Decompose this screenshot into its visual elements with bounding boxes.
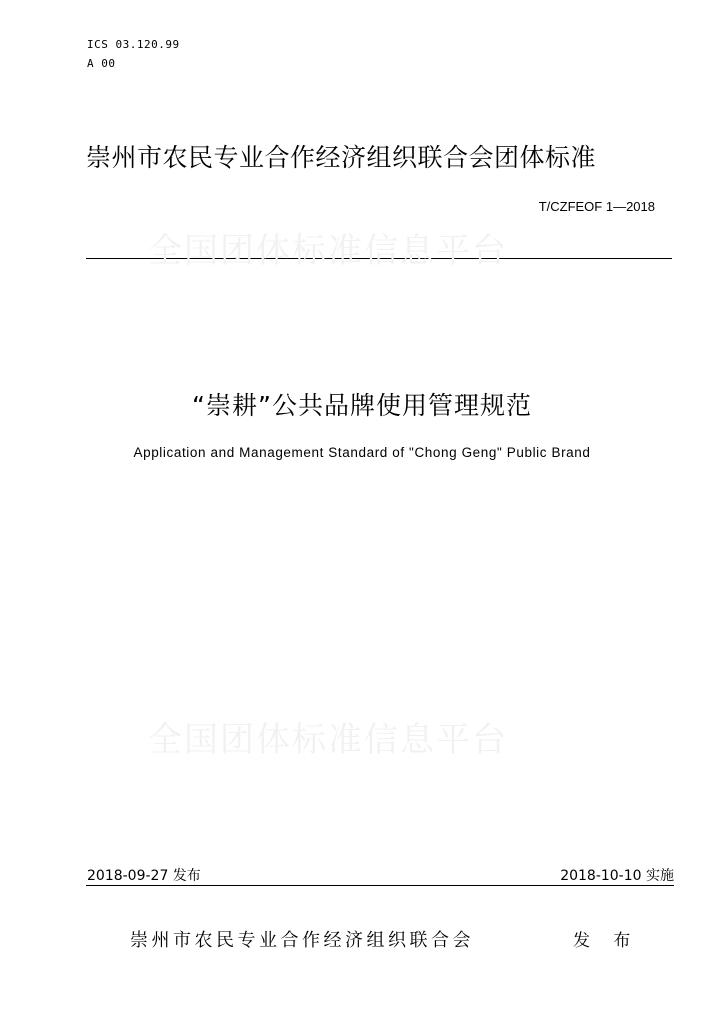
issue-date: 2018-09-27 发布: [87, 868, 201, 884]
standard-code: T/CZFEOF 1—2018: [538, 199, 655, 214]
watermark-bottom: 全国团体标准信息平台: [148, 720, 508, 760]
ccs-code: A 00: [87, 57, 116, 70]
ics-code: ICS 03.120.99: [87, 38, 180, 51]
document-title-en: Application and Management Standard of "Chong Geng" Public Brand: [133, 445, 591, 460]
publisher-name: 崇州市农民专业合作经济组织联合会: [130, 930, 474, 951]
effective-date: 2018-10-10 实施: [560, 868, 674, 884]
watermark-top: 全国团体标准信息平台: [148, 231, 508, 271]
footer-divider: [86, 885, 674, 886]
document-title-zh: “崇耕”公共品牌使用管理规范: [192, 391, 532, 420]
organization-standard-title: 崇州市农民专业合作经济组织联合会团体标准: [86, 143, 597, 172]
publish-label: 发 布: [573, 931, 640, 951]
